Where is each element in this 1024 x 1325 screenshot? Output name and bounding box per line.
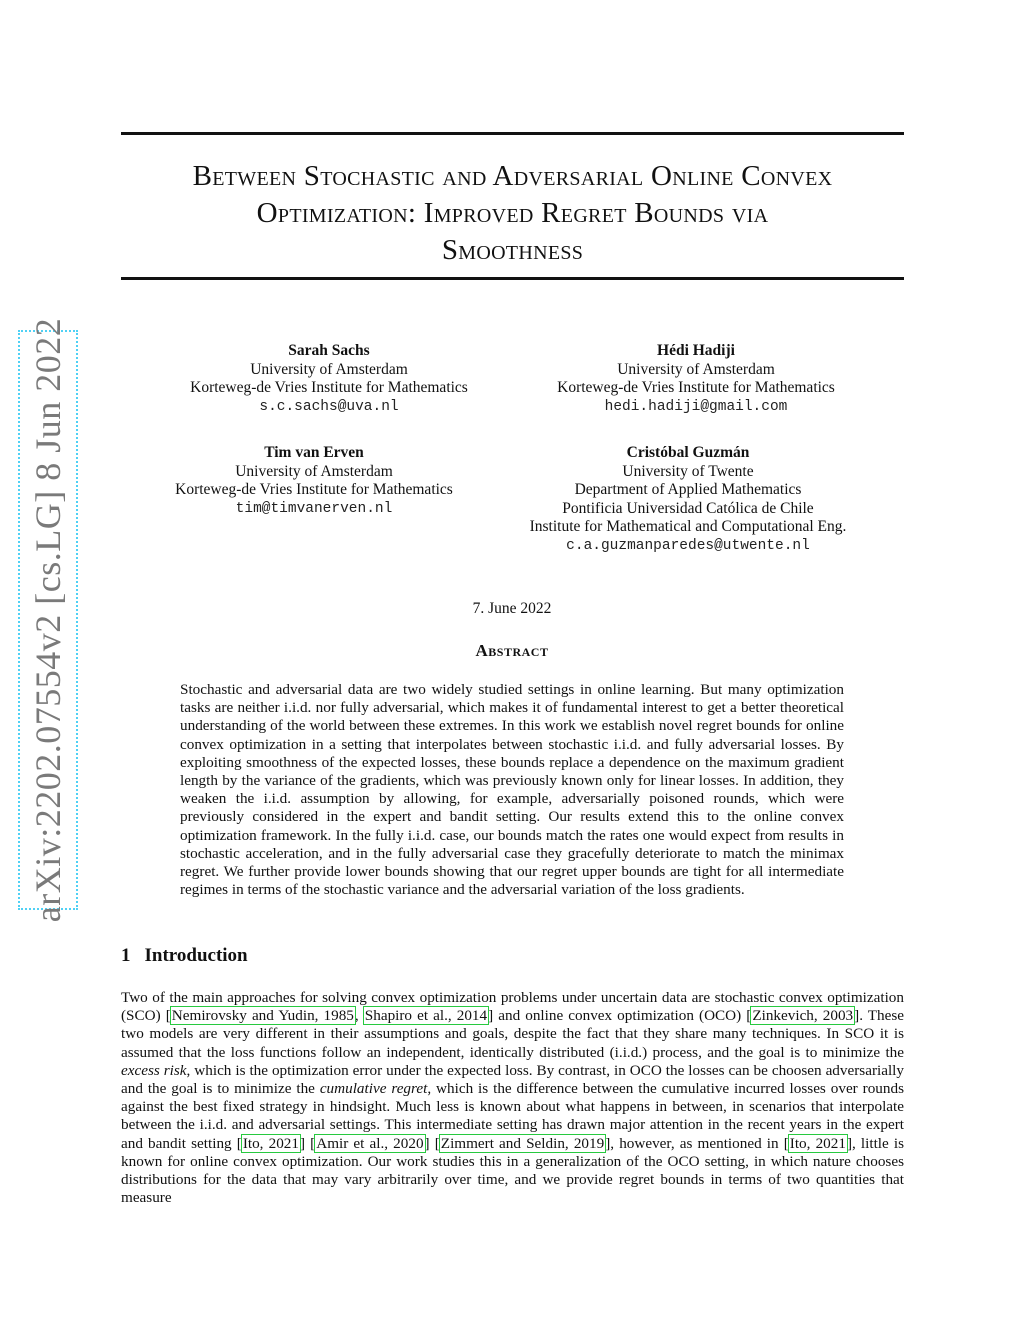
emphasis-term: cumulative regret	[319, 1080, 428, 1098]
author-affiliation: University of Amsterdam	[617, 360, 775, 378]
text-run: , which is the optimization error under the expected loss. By contrast, in OCO the losses can be choosen adversarially and the goal is to minimize the	[121, 1061, 904, 1098]
citation-link[interactable]: Ito, 2021	[789, 1134, 846, 1152]
text-run: ]. These two models are very different in their assumptions and goals, despite the fact that they share many techniques. In SCO it is assumed that the loss functions follow an independent, identically distributed (i.i.d.) process, and the goal is to minimize the	[121, 1007, 905, 1061]
text-run: ], little is known for online convex optimization. Our work studies this in a generalization of the OCO setting, in which nature chooses distributions for the data that may vary arbitrarily over time, and we provide regret bounds in terms of two quantities that measure	[121, 1134, 905, 1207]
author-block	[488, 444, 888, 555]
author-name: Tim van Erven	[264, 444, 364, 461]
section-title: Introduction	[144, 945, 248, 966]
arxiv-identifier: arXiv:2202.07554v2 [cs.LG] 8 Jun 2022	[28, 317, 68, 923]
author-block	[496, 342, 896, 416]
introduction-paragraph	[121, 989, 904, 1207]
title-line: Smoothness	[441, 234, 584, 266]
citation-link[interactable]: Ito, 2021	[242, 1134, 299, 1152]
text-run: ] and online convex optimization (OCO) [	[488, 1007, 752, 1025]
text-run: , which is the difference between the cumulative incurred losses over rounds against the best fixed strategy in hindsight. Much less is known about what happens in between, in scenarios that interpolate between the i.i.d. and adversarial settings. This intermediate setting has drawn major attention in the recent years in the expert and bandit setting [	[121, 1080, 904, 1152]
author-email[interactable]: s.c.sachs@uva.nl	[259, 398, 399, 415]
paper-title	[121, 158, 904, 269]
author-affiliation: Pontificia Universidad Católica de Chile	[562, 499, 814, 517]
author-affiliation: University of Amsterdam	[235, 462, 393, 480]
author-affiliation: Korteweg-de Vries Institute for Mathematics	[175, 481, 453, 498]
author-affiliation: Institute for Mathematical and Computational Eng.	[529, 518, 847, 535]
abstract-text: Stochastic and adversarial data are two widely studied settings in online learning. But many optimization tasks are neither i.i.d. nor fully adversarial, which makes it of fundamental interest to get a better theoretical understanding of the world between these extremes. In this work we establish novel regret bounds for online convex optimization in a setting that interpolates between stochastic i.i.d. and fully adversarial losses. By exploiting smoothness of the expected losses, these bounds replace a dependence on the maximum gradient length by the variance of the gradients, which was previously known only for linear losses. In addition, they weaken the i.i.d. assumption by allowing, for example, adversarially poisoned rounds, which were previously considered in the expert and bandit setting. Our results extend this to the online convex optimization framework. In the fully i.i.d. case, our bounds match the rates one would expect from results in stochastic acceleration, and in the fully adversarial case they gracefully deteriorate to match the minimax regret. We further provide lower bounds showing that our regret upper bounds are tight for all intermediate regimes in terms of the stochastic variance and the adversarial variation of the loss gradients.	[180, 681, 844, 899]
text-run: ], however, as mentioned in [	[605, 1134, 789, 1152]
author-block	[114, 444, 514, 518]
title-line: Between Stochastic and Adversarial Online Convex	[192, 160, 833, 192]
author-affiliation: Korteweg-de Vries Institute for Mathematics	[190, 379, 468, 396]
citation-link[interactable]: Nemirovsky and Yudin, 1985	[171, 1007, 354, 1025]
citation-link[interactable]: Zimmert and Seldin, 2019	[440, 1134, 605, 1152]
author-block	[129, 342, 529, 416]
author-name: Sarah Sachs	[288, 342, 370, 359]
title-rule-bottom	[121, 277, 904, 280]
author-email[interactable]: tim@timvanerven.nl	[235, 500, 393, 517]
section-heading	[121, 945, 248, 967]
title-rule-top	[121, 132, 904, 135]
emphasis-term: excess risk	[121, 1061, 187, 1079]
author-affiliation: University of Twente	[622, 462, 754, 480]
text-run: ] [	[424, 1134, 440, 1152]
author-affiliation: University of Amsterdam	[250, 360, 408, 378]
author-affiliation: Department of Applied Mathematics	[574, 481, 802, 498]
citation-link[interactable]: Amir et al., 2020	[316, 1134, 424, 1152]
text-run: Two of the main approaches for solving convex optimization problems under uncertain data are stochastic convex optimization (SCO) [	[121, 989, 904, 1025]
citation-link[interactable]: Zinkevich, 2003	[752, 1007, 854, 1025]
section-number: 1	[121, 945, 131, 966]
author-name: Hédi Hadiji	[657, 342, 735, 359]
author-affiliation: Korteweg-de Vries Institute for Mathematics	[557, 379, 835, 396]
text-run: ] [	[299, 1134, 316, 1152]
arxiv-stamp	[18, 317, 78, 923]
abstract-heading: Abstract	[475, 641, 549, 660]
title-line: Optimization: Improved Regret Bounds via	[256, 197, 769, 229]
author-name: Cristóbal Guzmán	[626, 444, 750, 461]
publication-date: 7. June 2022	[472, 600, 552, 617]
text-run: ,	[354, 1007, 364, 1025]
citation-link[interactable]: Shapiro et al., 2014	[364, 1007, 488, 1025]
author-email[interactable]: c.a.guzmanparedes@utwente.nl	[566, 537, 810, 554]
author-email[interactable]: hedi.hadiji@gmail.com	[604, 398, 788, 415]
